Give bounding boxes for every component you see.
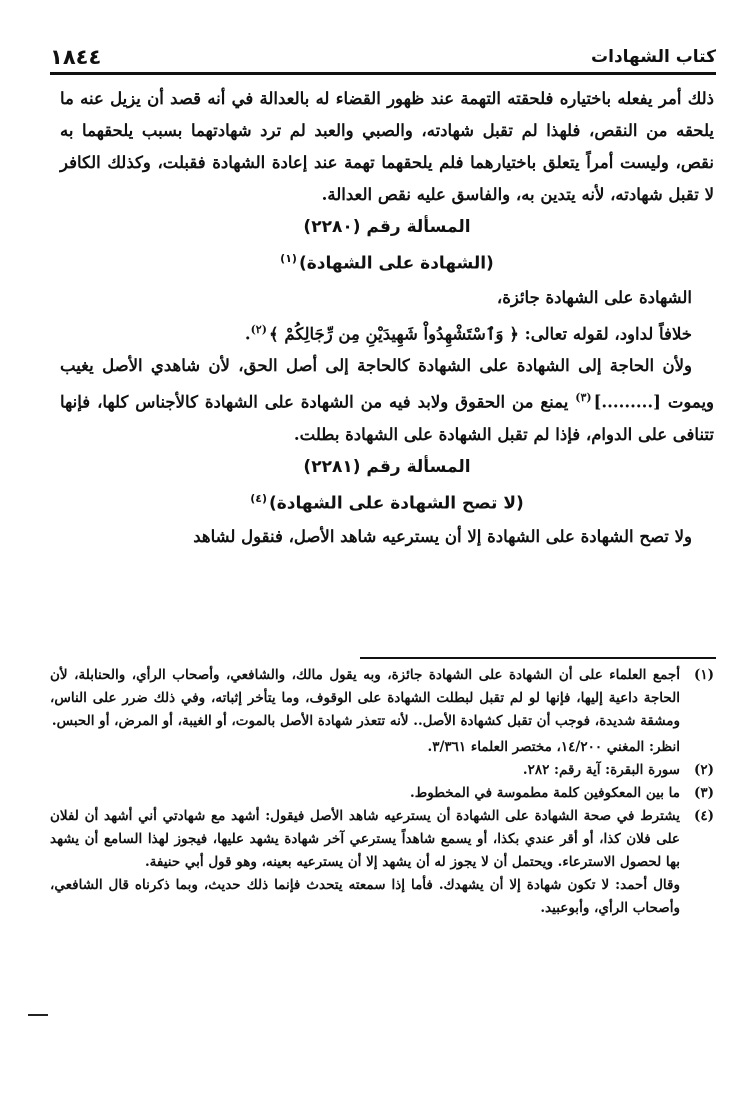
footnote-ref-1[interactable]: (١) xyxy=(280,252,297,265)
footnote-ref-2[interactable]: (٢) xyxy=(250,322,267,336)
margin-mark xyxy=(28,1014,48,1016)
page-number: ١٨٤٤ xyxy=(50,45,102,69)
reasoning-start: ولأن الحاجة إلى الشهادة على الشهادة كالحاجة إلى أصل الحق، لأن شاهدي الأصل يغيب ويموت [.........] xyxy=(60,356,714,412)
footnote-text: ما بين المعكوفين كلمة مطموسة في المخطوط. xyxy=(410,785,680,801)
evidence-prefix: خلافاً لداود، لقوله تعالى: xyxy=(518,324,692,344)
footnote-text: أجمع العلماء على أن الشهادة على الشهادة جائزة، وبه يقول مالك، والشافعي، وأصحاب الرأي، والحنابلة، لأن الحاجة داعية إليها، فإنها لو لم تقبل لبطلت الشهادة على الوقوف، وما يتأخر إثباته، وفي ذلك ضرر على الناس، ومشقة شديدة، فوجب أن تقبل كشهادة الأصل.. لأنه تتعذر شهادة الأصل بالموت، أو الغيبة، أو المرض، أو الحبس. xyxy=(50,667,680,729)
subheading-text: (الشهادة على الشهادة) xyxy=(298,253,494,274)
issue-heading-2281: المسألة رقم (٢٢٨١) xyxy=(303,456,471,477)
footnote-4 xyxy=(50,805,714,920)
footnote-text: يشترط في صحة الشهادة على الشهادة أن يسترعيه شاهد الأصل فيقول: أشهد مع شهادتي أني أشهد أن لفلان على فلان كذا، أو أقر عندي بكذا، أو يسمع شاهداً يسترعي آخر شهادة يشهد عليها، فيجوز لهذا السامع أن يشهد بها لحصول الاسترعاء. ويحتمل أن لا يجوز له أن يشهد إلا أن يسترعيه بعينه، وهو قول أبي حنيفة. xyxy=(50,808,680,870)
footnote-number: (٢) xyxy=(693,762,714,778)
issue-subheading-2281 xyxy=(60,483,714,520)
footnote-ref-4[interactable]: (٤) xyxy=(250,491,267,505)
opening-paragraph: ذلك أمر يفعله باختياره فلحقته التهمة عند ظهور القضاء له بالعدالة في أنه قصد أن يزيل عنه ما يلحقه من النقص، فلهذا لم تقبل شهادته، والصبي والعبد لم ترد شهادتهما بسبب يلحقهما به نقص، وليست أمراً يتعلق باختيارهما فلم يلحقهما تهمة عند إعادة الشهادة فقبلت، وكذلك الكافر لا تقبل شهادته، لأنه يتدين به، والفاسق عليه نقص العدالة. xyxy=(60,89,714,204)
footnote-reference: انظر: المغني ١٤/٢٠٠، مختصر العلماء ٣/٣٦١. xyxy=(427,739,680,755)
footnote-separator xyxy=(360,657,716,659)
subheading-text: (لا تصح الشهادة على الشهادة) xyxy=(269,493,524,514)
footnote-2 xyxy=(50,759,714,782)
footnote-number: (١) xyxy=(693,667,714,683)
footnote-number: (٤) xyxy=(693,808,714,824)
footnote-3 xyxy=(50,782,714,805)
footnote-reference: وقال أحمد: لا تكون شهادة إلا أن يشهدك. فأما إذا سمعته يتحدث فإنما ذلك حديث، وبما ذكرناه قال الشافعي، وأصحاب الرأي، وأبوعبيد. xyxy=(50,877,680,916)
footnote-1 xyxy=(50,664,714,759)
paragraph-evidence: خلافاً لداود، لقوله تعالى: ﴿ وَٱسْتَشْهِدُواْ شَهِيدَيْنِ مِن رِّجَالِكُمْ ﴾$^{(٢)}$. xyxy=(244,322,692,344)
quran-verse: ﴿ وَٱسْتَشْهِدُواْ شَهِيدَيْنِ مِن رِّجَالِكُمْ ﴾ xyxy=(268,324,519,344)
footnote-ref-3[interactable]: (٣) xyxy=(575,391,592,405)
page-header xyxy=(50,42,716,72)
footnote-text: سورة البقرة: آية رقم: ٢٨٢. xyxy=(522,762,680,778)
reasoning-end: يمنع من الحقوق ولابد فيه من الشهادة على الشهادة كالأجناس كلها، فإنها تتنافى على الدوام، فإذا لم تقبل الشهادة على الشهادة بطلت. xyxy=(60,392,714,444)
issue-subheading-2280 xyxy=(60,243,714,280)
header-rule xyxy=(50,72,716,75)
paragraph-condition: ولا تصح الشهادة على الشهادة إلا أن يسترعيه شاهد الأصل، فنقول لشاهد xyxy=(193,527,692,547)
running-title: كتاب الشهادات xyxy=(591,47,716,67)
issue-heading-2280: المسألة رقم (٢٢٨٠) xyxy=(303,217,471,237)
footnote-number: (٣) xyxy=(693,785,714,801)
paragraph-ruling: الشهادة على الشهادة جائزة، xyxy=(496,287,692,307)
paragraph-reasoning xyxy=(60,350,714,451)
footnotes xyxy=(50,664,714,920)
main-text xyxy=(60,83,714,553)
